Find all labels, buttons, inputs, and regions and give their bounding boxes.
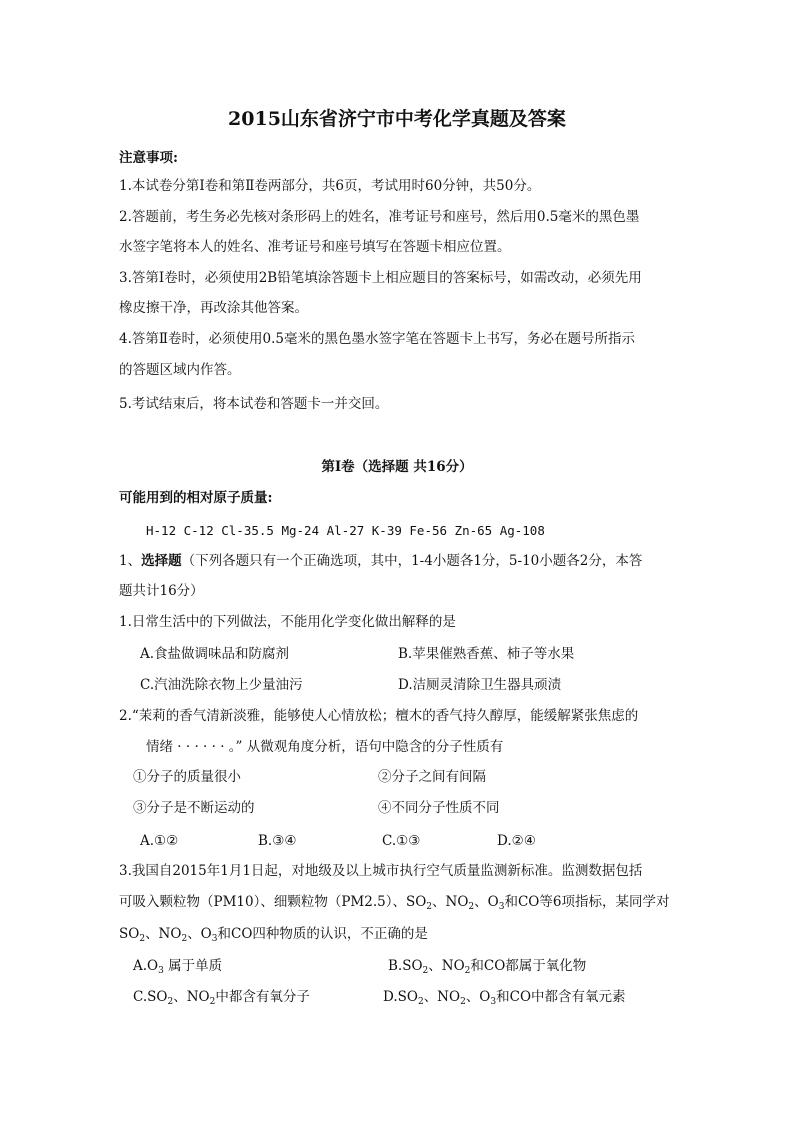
q3-option-d: $D.SO_2$、$NO_2$、$O_3$和CO中都含有氧元素 [383, 989, 626, 1007]
q2-option-c: C.①③ [382, 833, 421, 849]
notice-item: 橡皮擦干净，再改涂其他答案。 [119, 300, 308, 316]
question-3-stem: 3.我国自2015年1月1日起，对地级及以上城市执行空气质量监测新标准。监测数据包括 [119, 863, 643, 879]
q1-option-c: C.汽油洗除衣物上少量油污 [140, 677, 303, 693]
q1-option-b: B.苹果催熟香蕉、柿子等水果 [398, 646, 575, 662]
question-3-stem-cont-2: $SO_2$、$NO_2$、$O_3$和CO四种物质的认识，不正确的是 [119, 926, 428, 944]
q2-option-a: A.①② [140, 833, 179, 849]
q3-option-b: $B.SO_2$、$NO_2$和CO都属于氧化物 [388, 958, 587, 976]
question-3-stem-cont: 可吸入颗粒物（PM10）、细颗粒物（PM2.5）、$SO_2$、$NO_2$、$O_3$和CO等6项指标，某同学对 [119, 894, 670, 912]
section-heading: 第Ⅰ卷（选择题 共16分） [321, 459, 473, 475]
part-heading [119, 552, 642, 570]
question-2-stem-cont: 情绪 · · · · · · 。” 从微观角度分析，语句中隐含的分子性质有 [146, 739, 504, 755]
atomic-mass-list: H-12 C-12 Cl-35.5 Mg-24 Al-27 K-39 Fe-56 Zn-65 Ag-108 [146, 523, 545, 538]
notice-item: 1.本试卷分第Ⅰ卷和第Ⅱ卷两部分，共6页，考试用时60分钟，共50分。 [119, 178, 541, 194]
part-label: 选择题 [141, 553, 182, 569]
part-description-cont: 题共计16分） [119, 583, 204, 599]
notice-item: 3.答第Ⅰ卷时，必须使用2B铅笔填涂答题卡上相应题目的答案标号，如需改动，必须先用 [119, 270, 642, 286]
q2-property-4: ④不同分子性质不同 [378, 800, 500, 816]
page-title: 2015山东省济宁市中考化学真题及答案 [228, 108, 566, 130]
q1-option-d: D.洁厕灵清除卫生器具顽渍 [398, 677, 562, 693]
notice-heading: 注意事项: [119, 150, 178, 166]
q2-option-b: B.③④ [258, 833, 297, 849]
notice-item: 的答题区域内作答。 [119, 362, 241, 378]
q1-option-a: A.食盐做调味品和防腐剂 [140, 646, 290, 662]
atomic-mass-heading: 可能用到的相对原子质量: [119, 490, 273, 506]
q2-property-1: ①分子的质量很小 [133, 769, 241, 785]
notice-item: 2.答题前，考生务必先核对条形码上的姓名，准考证号和座号，然后用0.5毫米的黑色墨 [119, 209, 640, 225]
part-number: 1、 [119, 553, 142, 569]
q3-option-a: $A.O_3$ 属于单质 [133, 958, 223, 976]
notice-item: 水签字笔将本人的姓名、准考证号和座号填写在答题卡相应位置。 [119, 239, 511, 255]
notice-item: 5.考试结束后，将本试卷和答题卡一并交回。 [119, 396, 389, 412]
notice-item: 4.答第Ⅱ卷时，必须使用0.5毫米的黑色墨水签字笔在答题卡上书写，务必在题号所指示 [119, 331, 636, 347]
q2-property-3: ③分子是不断运动的 [133, 800, 255, 816]
q2-property-2: ②分子之间有间隔 [378, 769, 486, 785]
question-1-stem: 1.日常生活中的下列做法，不能用化学变化做出解释的是 [119, 614, 456, 630]
question-2-stem: 2.“茉莉的香气清新淡雅，能够使人心情放松；檀木的香气持久醇厚，能缓解紧张焦虑的 [119, 708, 639, 724]
part-description: （下列各题只有一个正确选项，其中，1-4小题各1分，5-10小题各2分，本答 [181, 553, 643, 569]
q3-option-c: $C.SO_2$、$NO_2$中都含有氧分子 [133, 989, 310, 1007]
q2-option-d: D.②④ [497, 833, 536, 849]
